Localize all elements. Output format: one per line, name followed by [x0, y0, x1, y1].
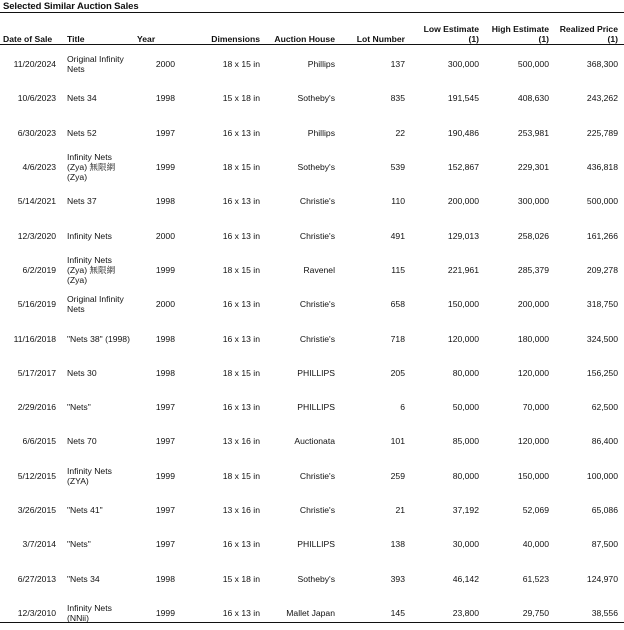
lot-number-cell: 101: [390, 436, 405, 447]
date-of-sale-cell: 5/16/2019: [17, 299, 56, 310]
realized-price-cell: 124,970: [586, 573, 618, 584]
auction-house-cell: Phillips: [307, 127, 335, 138]
lot-number-cell: 393: [390, 573, 405, 584]
low-estimate-cell: 50,000: [452, 402, 479, 413]
title-cell: "Nets 34: [67, 573, 100, 584]
low-estimate-cell: 200,000: [447, 196, 479, 207]
header-year: Year: [137, 34, 156, 44]
high-estimate-cell: 52,069: [522, 505, 549, 515]
low-estimate-cell: 30,000: [452, 539, 479, 550]
header-low-estimate: Low Estimate (1): [423, 24, 479, 44]
year-cell: 1997: [155, 539, 175, 550]
realized-price-cell: 62,500: [591, 402, 618, 413]
high-estimate-cell: 180,000: [517, 333, 549, 344]
title-cell: "Nets 38" (1998): [67, 333, 130, 344]
high-estimate-cell: 300,000: [517, 196, 549, 207]
year-cell: 1997: [155, 127, 175, 138]
auction-house-cell: Auctionata: [294, 436, 335, 447]
dimensions-cell: 18 x 15 in: [222, 470, 260, 481]
table-row: [0, 493, 624, 527]
auction-sales-table: [0, 13, 624, 630]
auction-house-cell: PHILLIPS: [297, 402, 335, 413]
auction-house-cell: PHILLIPS: [297, 539, 335, 550]
title-cell: Infinity Nets (NNii): [67, 602, 112, 623]
high-estimate-cell: 229,301: [517, 162, 549, 173]
lot-number-cell: 835: [390, 93, 405, 104]
high-estimate-cell: 120,000: [517, 436, 549, 447]
dimensions-cell: 16 x 13 in: [222, 607, 260, 618]
low-estimate-cell: 300,000: [447, 59, 479, 70]
title-cell: Nets 70: [67, 436, 97, 447]
dimensions-cell: 13 x 16 in: [222, 436, 260, 447]
auction-house-cell: Christie's: [299, 470, 335, 481]
lot-number-cell: 138: [390, 539, 405, 550]
dimensions-cell: 16 x 13 in: [222, 230, 260, 241]
lot-number-cell: 718: [390, 333, 405, 344]
year-cell: 2000: [155, 59, 175, 70]
realized-price-cell: 209,278: [586, 264, 618, 275]
low-estimate-cell: 221,961: [447, 264, 479, 275]
year-cell: 1997: [155, 505, 175, 515]
table-row: [0, 356, 624, 390]
year-cell: 1998: [155, 333, 175, 344]
low-estimate-cell: 190,486: [447, 127, 479, 138]
lot-number-cell: 137: [390, 59, 405, 70]
low-estimate-cell: 80,000: [452, 367, 479, 378]
auction-house-cell: PHILLIPS: [297, 367, 335, 378]
title-cell: Nets 34: [67, 93, 97, 104]
realized-price-cell: 318,750: [586, 299, 618, 310]
high-estimate-cell: 200,000: [517, 299, 549, 310]
high-estimate-cell: 70,000: [522, 402, 549, 413]
dimensions-cell: 15 x 18 in: [222, 93, 260, 104]
auction-house-cell: Phillips: [307, 59, 335, 70]
table-row: [0, 459, 624, 493]
auction-house-cell: Sotheby's: [297, 93, 335, 104]
year-cell: 1998: [155, 367, 175, 378]
date-of-sale-cell: 3/26/2015: [17, 505, 56, 515]
realized-price-cell: 436,818: [586, 162, 618, 173]
date-of-sale-cell: 6/30/2023: [17, 127, 56, 138]
date-of-sale-cell: 2/29/2016: [17, 402, 56, 413]
realized-price-cell: 100,000: [586, 470, 618, 481]
realized-price-cell: 86,400: [591, 436, 618, 447]
table-row: [0, 47, 624, 81]
title-cell: Nets 52: [67, 127, 97, 138]
table-row: [0, 150, 624, 184]
year-cell: 1999: [155, 264, 175, 275]
dimensions-cell: 18 x 15 in: [222, 264, 260, 275]
table-row: [0, 184, 624, 218]
title-cell: "Nets": [67, 539, 91, 550]
realized-price-cell: 368,300: [586, 59, 618, 70]
high-estimate-cell: 150,000: [517, 470, 549, 481]
date-of-sale-cell: 5/12/2015: [17, 470, 56, 481]
lot-number-cell: 205: [390, 367, 405, 378]
auction-house-cell: Christie's: [299, 196, 335, 207]
year-cell: 1997: [155, 436, 175, 447]
date-of-sale-cell: 11/20/2024: [13, 59, 56, 70]
low-estimate-cell: 37,192: [452, 505, 479, 515]
header-lot-number: Lot Number: [356, 34, 405, 44]
table-row: [0, 527, 624, 561]
realized-price-cell: 324,500: [586, 333, 618, 344]
date-of-sale-cell: 3/7/2014: [22, 539, 56, 550]
table-row: [0, 81, 624, 115]
dimensions-cell: 16 x 13 in: [222, 127, 260, 138]
high-estimate-cell: 258,026: [517, 230, 549, 241]
low-estimate-cell: 80,000: [452, 470, 479, 481]
year-cell: 1999: [155, 470, 175, 481]
dimensions-cell: 15 x 18 in: [222, 573, 260, 584]
date-of-sale-cell: 11/16/2018: [13, 333, 56, 344]
year-cell: 1997: [155, 402, 175, 413]
header-title: Title: [67, 34, 85, 44]
high-estimate-cell: 120,000: [517, 367, 549, 378]
dimensions-cell: 16 x 13 in: [222, 402, 260, 413]
table-row: [0, 321, 624, 355]
title-cell: Nets 30: [67, 367, 97, 378]
lot-number-cell: 658: [390, 299, 405, 310]
lot-number-cell: 6: [400, 402, 405, 413]
year-cell: 1998: [155, 573, 175, 584]
realized-price-cell: 156,250: [586, 367, 618, 378]
lot-number-cell: 110: [391, 196, 405, 207]
lot-number-cell: 21: [395, 505, 405, 515]
lot-number-cell: 145: [390, 607, 405, 618]
header-date-of-sale: Date of Sale: [3, 34, 53, 44]
date-of-sale-cell: 5/14/2021: [17, 196, 56, 207]
title-cell: Original Infinity Nets: [67, 54, 124, 75]
lot-number-cell: 539: [390, 162, 405, 173]
low-estimate-cell: 191,545: [447, 93, 479, 104]
auction-house-cell: Christie's: [299, 299, 335, 310]
title-cell: "Nets": [67, 402, 91, 413]
dimensions-cell: 16 x 13 in: [222, 196, 260, 207]
year-cell: 2000: [155, 230, 175, 241]
table-row: [0, 253, 624, 287]
date-of-sale-cell: 10/6/2023: [17, 93, 56, 104]
high-estimate-cell: 408,630: [517, 93, 549, 104]
lot-number-cell: 115: [391, 264, 405, 275]
date-of-sale-cell: 4/6/2023: [22, 162, 56, 173]
table-row: [0, 218, 624, 252]
title-cell: "Nets 41": [67, 505, 103, 515]
lot-number-cell: 259: [390, 470, 405, 481]
realized-price-cell: 225,789: [586, 127, 618, 138]
dimensions-cell: 18 x 15 in: [222, 367, 260, 378]
dimensions-cell: 16 x 13 in: [222, 333, 260, 344]
table-row: [0, 561, 624, 595]
date-of-sale-cell: 6/6/2015: [22, 436, 56, 447]
date-of-sale-cell: 5/17/2017: [17, 367, 56, 378]
header-row: [0, 13, 624, 47]
realized-price-cell: 161,266: [586, 230, 618, 241]
high-estimate-cell: 29,750: [522, 607, 549, 618]
title-cell: Infinity Nets (Zya) 無限網 (Zya): [67, 152, 116, 183]
high-estimate-cell: 61,523: [522, 573, 549, 584]
auction-house-cell: Ravenel: [303, 264, 335, 275]
title-cell: Infinity Nets: [67, 230, 112, 241]
date-of-sale-cell: 12/3/2020: [17, 230, 56, 241]
table-title: Selected Similar Auction Sales: [3, 1, 139, 12]
title-cell: Original Infinity Nets: [67, 294, 124, 315]
dimensions-cell: 18 x 15 in: [222, 162, 260, 173]
auction-house-cell: Sotheby's: [297, 162, 335, 173]
date-of-sale-cell: 6/2/2019: [22, 264, 56, 275]
high-estimate-cell: 500,000: [517, 59, 549, 70]
auction-house-cell: Sotheby's: [297, 573, 335, 584]
low-estimate-cell: 120,000: [447, 333, 479, 344]
realized-price-cell: 500,000: [586, 196, 618, 207]
date-of-sale-cell: 6/27/2013: [17, 573, 56, 584]
low-estimate-cell: 85,000: [452, 436, 479, 447]
auction-house-cell: Mallet Japan: [286, 607, 335, 618]
auction-house-cell: Christie's: [299, 333, 335, 344]
date-of-sale-cell: 12/3/2010: [17, 607, 56, 618]
lot-number-cell: 22: [395, 127, 405, 138]
year-cell: 1999: [155, 607, 175, 618]
dimensions-cell: 13 x 16 in: [222, 505, 260, 515]
auction-house-cell: Christie's: [299, 505, 335, 515]
table-row: [0, 116, 624, 150]
table-row: [0, 287, 624, 321]
header-auction-house: Auction House: [274, 34, 335, 44]
realized-price-cell: 243,262: [586, 93, 618, 104]
year-cell: 2000: [155, 299, 175, 310]
high-estimate-cell: 285,379: [517, 264, 549, 275]
low-estimate-cell: 23,800: [452, 607, 479, 618]
high-estimate-cell: 40,000: [522, 539, 549, 550]
header-dimensions: Dimensions: [211, 34, 260, 44]
year-cell: 1998: [155, 196, 175, 207]
realized-price-cell: 38,556: [591, 607, 618, 618]
year-cell: 1999: [155, 162, 175, 173]
lot-number-cell: 491: [390, 230, 405, 241]
dimensions-cell: 18 x 15 in: [222, 59, 260, 70]
auction-house-cell: Christie's: [299, 230, 335, 241]
table-row: [0, 390, 624, 424]
title-cell: Infinity Nets (Zya) 無限網 (Zya): [67, 254, 116, 285]
title-cell: Infinity Nets (ZYA): [67, 465, 112, 486]
title-cell: Nets 37: [67, 196, 97, 207]
header-high-estimate: High Estimate (1): [491, 24, 549, 44]
low-estimate-cell: 46,142: [452, 573, 479, 584]
year-cell: 1998: [155, 93, 175, 104]
dimensions-cell: 16 x 13 in: [222, 539, 260, 550]
header-realized-price: Realized Price (1): [559, 24, 618, 44]
realized-price-cell: 65,086: [591, 505, 618, 515]
low-estimate-cell: 152,867: [447, 162, 479, 173]
table-row: [0, 424, 624, 458]
high-estimate-cell: 253,981: [517, 127, 549, 138]
realized-price-cell: 87,500: [591, 539, 618, 550]
dimensions-cell: 16 x 13 in: [222, 299, 260, 310]
low-estimate-cell: 150,000: [447, 299, 479, 310]
low-estimate-cell: 129,013: [447, 230, 479, 241]
